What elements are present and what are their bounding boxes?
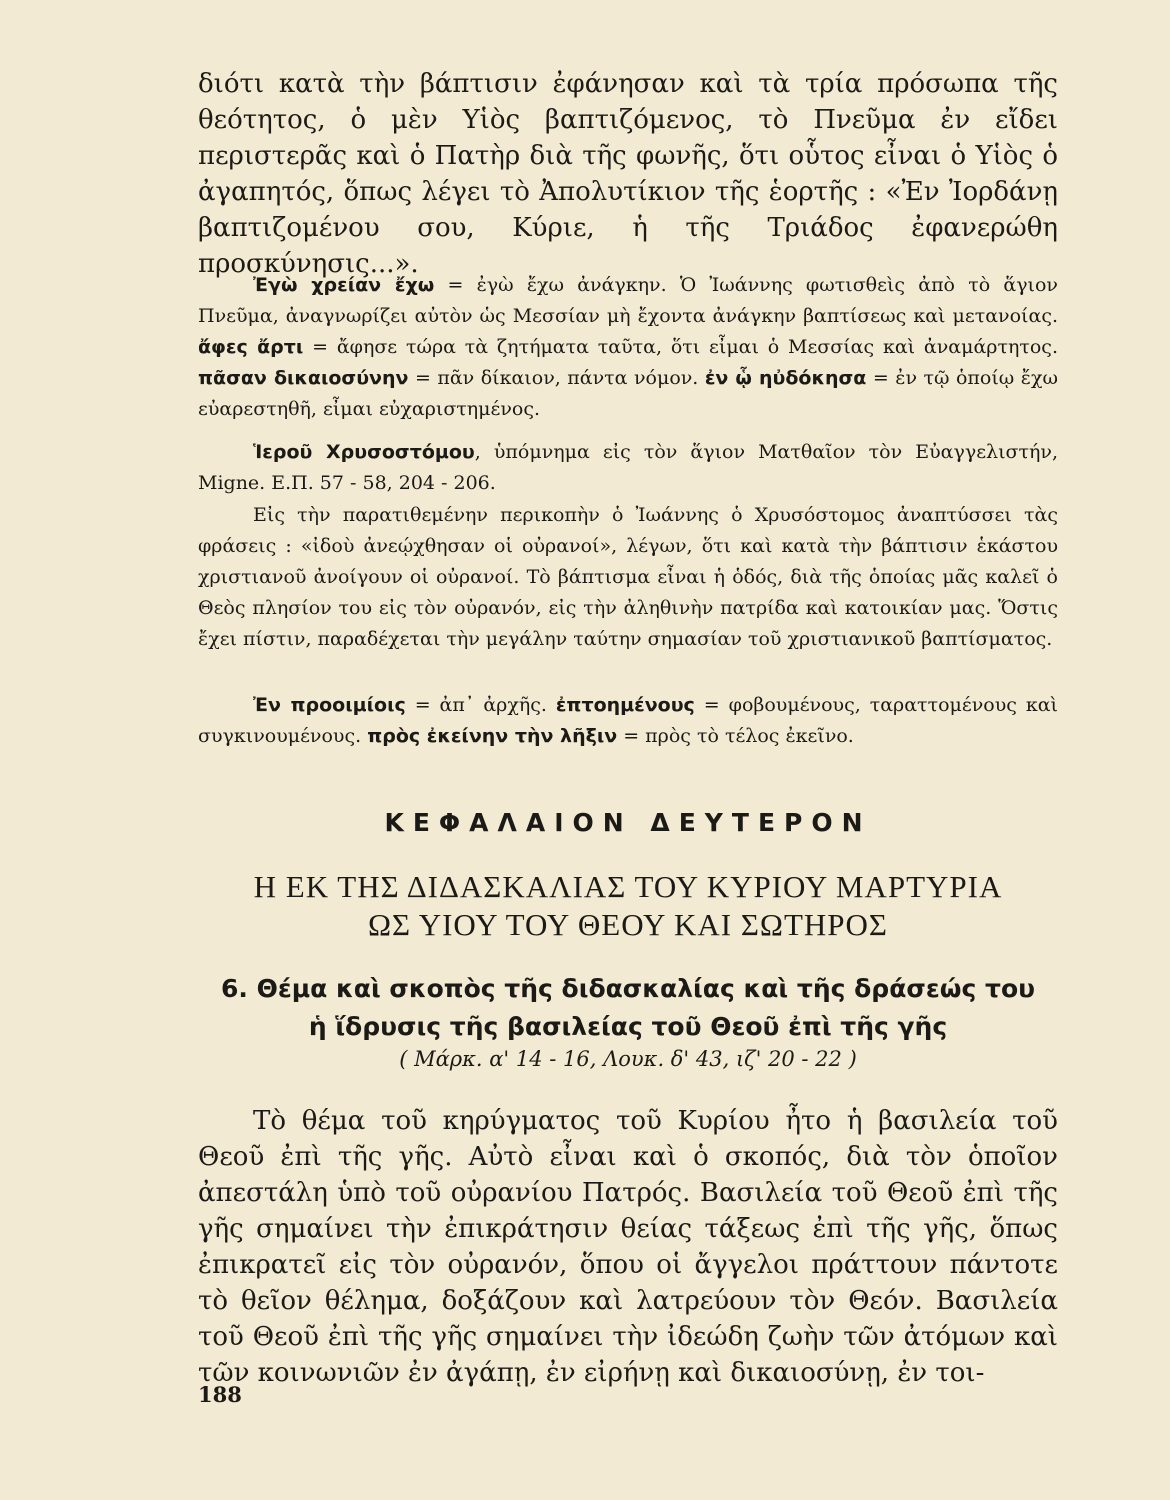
- note-term: Ἐγὼ χρείαν ἔχω: [253, 274, 435, 296]
- commentary-paragraph: Εἰς τὴν παρατιθεμένην περικοπὴν ὁ Ἰωάννης ὁ Χρυσόστομος ἀναπτύσσει τὰς φράσεις : «ἰδοὺ ἀνεῴχθησαν οἱ οὐρανοί», λέγων, ὅτι καὶ κατὰ τὴν βάπτισιν ἑκάστου χριστιανοῦ ἀνοίγουν οἱ οὐρανοί. Τὸ βάπτισμα εἶναι ἡ ὁδός, διὰ τῆς ὁποίας μᾶς καλεῖ ὁ Θεὸς πλησίον του εἰς τὸν οὐρανόν, εἰς τὴν ἀληθινὴν πατρίδα καὶ κατοικίαν μας. Ὅστις ἔχει πίστιν, παραδέχεται τὴν μεγάλην ταύτην σημασίαν τοῦ χριστιανικοῦ βαπτίσματος.: [198, 504, 1058, 650]
- note-text: = πρὸς τὸ τέλος ἐκεῖνο.: [617, 725, 854, 747]
- note-text: = ἐν τῷ ὁποίῳ ἔχω εὐαρεστηθῆ, εἶμαι εὐχαριστημένος.: [198, 367, 1058, 420]
- note-text: = πᾶν δίκαιον, πάντα νόμον.: [408, 367, 699, 389]
- note-text: = ἐγὼ ἔχω ἀνάγκην. Ὁ Ἰωάννης φωτισθεὶς ἀπὸ τὸ ἅγιον Πνεῦμα, ἀναγνωρίζει αὐτὸν ὡς Μεσσίαν μὴ ἔχοντα ἀνάγκην βαπτίσεως καὶ μετανοίας.: [198, 274, 1058, 327]
- chapter-heading: ΚΕΦΑΛΑΙΟΝ ΔΕΥΤΕΡΟΝ: [384, 808, 872, 837]
- chapter-title-line-2: ΩΣ ΥΙΟΥ ΤΟΥ ΘΕΟΥ ΚΑΙ ΣΩΤΗΡΟΣ: [368, 907, 888, 942]
- scripture-reference: ( Μάρκ. α' 14 - 16, Λουκ. δ' 43, ιζ' 20 - 22 ): [399, 1047, 857, 1071]
- note-term: ἄφες ἄρτι: [198, 336, 304, 358]
- note-term: ἐπτοημένους: [555, 694, 695, 716]
- note-term: ἐν ᾧ ηὐδόκησα: [704, 367, 867, 389]
- citation-author: Ἱεροῦ Χρυσοστόμου: [253, 441, 475, 463]
- body-paragraph: Τὸ θέμα τοῦ κηρύγματος τοῦ Κυρίου ἦτο ἡ βασιλεία τοῦ Θεοῦ ἐπὶ τῆς γῆς. Αὐτὸ εἶναι καὶ ὁ σκοπός, διὰ τὸν ὁποῖον ἀπεστάλη ὑπὸ τοῦ οὐρανίου Πατρός. Βασιλεία τοῦ Θεοῦ ἐπὶ τῆς γῆς σημαίνει τὴν ἐπικράτησιν θείας τάξεως ἐπὶ τῆς γῆς, ὅπως ἐπικρατεῖ εἰς τὸν οὐρανόν, ὅπου οἱ ἄγγελοι πράττουν πάντοτε τὸ θεῖον θέλημα, δοξάζουν καὶ λατρεύουν τὸν Θεόν. Βασιλεία τοῦ Θεοῦ ἐπὶ τῆς γῆς σημαίνει τὴν ἰδεώδη ζωὴν τῶν ἀτόμων καὶ τῶν κοινωνιῶν ἐν ἀγάπῃ, ἐν εἰρήνῃ καὶ δικαιοσύνῃ, ἐν τοι-: [198, 1106, 1058, 1388]
- opening-paragraph: διότι κατὰ τὴν βάπτισιν ἐφάνησαν καὶ τὰ τρία πρόσωπα τῆς θεότητος, ὁ μὲν Υἱὸς βαπτιζόμενος, τὸ Πνεῦμα ἐν εἴδει περιστερᾶς καὶ ὁ Πατὴρ διὰ τῆς φωνῆς, ὅτι οὗτος εἶναι ὁ Υἱὸς ὁ ἀγαπητός, ὅπως λέγει τὸ Ἀπολυτίκιον τῆς ἑορτῆς : «Ἐν Ἰορδάνῃ βαπτιζομένου σου, Κύριε, ἡ τῆς Τριάδος ἐφανερώθη προσκύνησις...».: [198, 69, 1058, 279]
- glossary-notes: [198, 270, 1058, 425]
- note-text: = φοβουμένους, ταραττομένους καὶ συγκινουμένους.: [198, 694, 1058, 747]
- chapter-title: [198, 868, 1058, 944]
- page-number: 188: [198, 1382, 242, 1407]
- section-heading-line-2: ἡ ἵδρυσις τῆς βασιλείας τοῦ Θεοῦ ἐπὶ τῆς γῆς: [308, 1012, 948, 1041]
- chapter-title-line-1: Η ΕΚ ΤΗΣ ΔΙΔΑΣΚΑΛΙΑΣ ΤΟΥ ΚΥΡΙΟΥ ΜΑΡΤΥΡΙΑ: [253, 869, 1003, 904]
- note-term: πρὸς ἐκείνην τὴν λῆξιν: [367, 725, 618, 747]
- note-text: = ἀπ᾽ ἀρχῆς.: [405, 694, 556, 716]
- chrysostom-citation: [198, 437, 1058, 499]
- note-term: Ἐν προοιμίοις: [253, 694, 406, 716]
- note-term: πᾶσαν δικαιοσύνην: [198, 367, 409, 389]
- note-text: = ἄφησε τώρα τὰ ζητήματα ταῦτα, ὅτι εἶμαι ὁ Μεσσίας καὶ ἀναμάρτητος.: [303, 336, 1058, 358]
- section-heading: [198, 970, 1058, 1046]
- section-heading-line-1: 6. Θέμα καὶ σκοπὸς τῆς διδασκαλίας καὶ τῆς δράσεώς του: [220, 974, 1036, 1003]
- citation-text: , ὑπόμνημα εἰς τὸν ἅγιον Ματθαῖον τὸν Εὐαγγελιστήν, Migne. Ε.Π. 57 - 58, 204 - 206.: [198, 441, 1058, 494]
- glossary-notes-2: [198, 690, 1058, 752]
